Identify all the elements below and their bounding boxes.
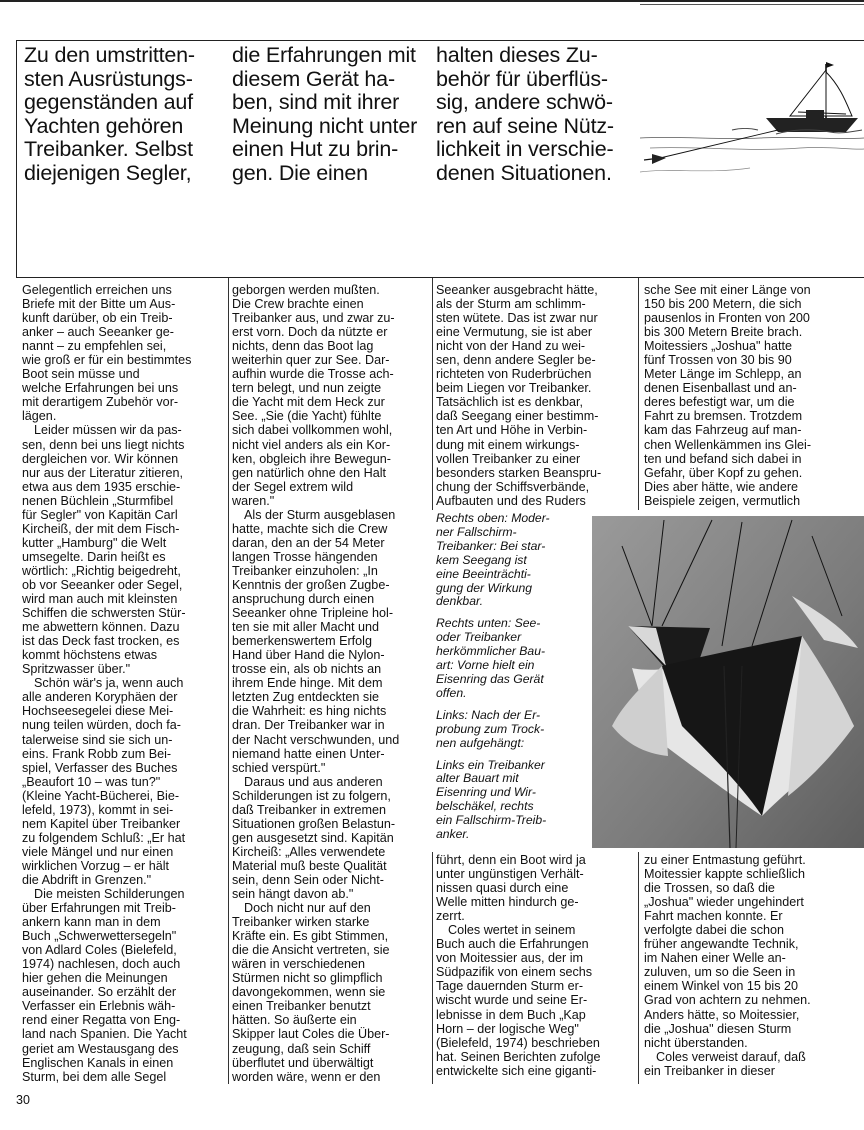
column-divider-2b: [432, 852, 433, 1084]
lead-column-1: Zu den umstritten- sten Ausrüstungs- gegenständen auf Yachten gehören Treibanker. Selbst diejenigen Segler,: [24, 43, 195, 185]
top-rule-secondary: [640, 4, 864, 5]
column-divider-1: [228, 278, 229, 1084]
caption-top-right: Rechts oben: Moder- ner Fallschirm- Treibanker: Bei star- kem Seegang ist eine Beeinträchti- gung der Wirkung denkbar.: [436, 511, 550, 609]
column-divider-3a: [638, 278, 639, 510]
photo-captions: [436, 512, 588, 850]
page-number: 30: [16, 1093, 30, 1107]
body-column-4-top: sche See mit einer Länge von 150 bis 200 Metern, die sich pausenlos in Fronten von 200 bis 300 Metern Breite brach. Moitessiers „Joshua" hatte fünf Trossen von 30 bis 90 Meter Länge im Schlepp, an denen Eisenballast und an- deres befestigt war, um die Fahrt zu bremsen. Trotzdem kam das Fahrzeug auf man- chen Wellenkämmen ins Glei- ten und befand sich dabei in Gefahr, über Kopf zu gehen. Dies aber hätte, wie andere Beispiele zeigen, vermutlich: [644, 283, 812, 508]
column-divider-2a: [432, 278, 433, 510]
lead-column-3: halten dieses Zu- behör für überflüs- sig, andere schwö- ren auf seine Nütz- lichkeit in verschie- denen Situationen.: [436, 43, 614, 185]
sailboat-towing-drogue-icon: [640, 56, 864, 192]
sea-anchors-photo: [592, 516, 864, 848]
body-column-3-bottom: führt, denn ein Boot wird ja unter ungünstigen Verhält- nissen quasi durch eine Welle mitten hindurch ge- zerrt. Coles wertet in seinem Buch auch die Erfahrungen von Moitessier aus, der im Südpazifik von einem sechs Tage dauernden Sturm er- wischt wurde und seine Er- lebnisse in dem Buch „Kap Horn – der logische Weg" (Bielefeld, 1974) beschrieben hat. Seinen Berichten zufolge entwickelte sich eine giganti-: [436, 853, 601, 1078]
caption-left-detail: Links ein Treibanker alter Bauart mit Eisenring und Wir- belschäkel, rechts ein Fallschirm-Treib- anker.: [436, 757, 547, 842]
top-rule: [0, 0, 864, 2]
lead-column-2: die Erfahrungen mit diesem Gerät ha- ben, sind mit ihrer Meinung nicht unter einen Hut zu brin- gen. Die einen: [232, 43, 418, 185]
caption-bottom-right: Rechts unten: See- oder Treibanker herkömmlicher Bau- art: Vorne hielt ein Eisenring das Gerät offen.: [436, 616, 546, 700]
column-divider-3b: [638, 852, 639, 1084]
caption-left: Links: Nach der Er- probung zum Trock- nen aufgehängt:: [436, 707, 545, 750]
body-column-1: Gelegentlich erreichen uns Briefe mit der Bitte um Aus- kunft darüber, ob ein Treib- anker – auch Seeanker ge- nannt – zu empfehlen sei, wie groß er für ein bestimmtes Boot sein müsse und welche Erfahrungen bei uns mit derartigem Zubehör vor- lägen. Leider müssen wir da pas- sen, denn bei uns liegt nichts dergleichen vor. Wir können nur aus der Literatur zitieren, etwa aus dem 1935 erschie- nenen Büchlein „Sturmfibel für Segler" von Kapitän Carl Kircheiß, der mit dem Fisch- kutter „Hamburg" die Welt umsegelte. Darin heißt es wörtlich: „Richtig beigedreht, ob vor Seeanker oder Segel, wird man auch mit kleinsten Schiffen die schwersten Stür- me abwettern können. Dazu ist das Deck fast trocken, es kommt höchstens etwas Spritzwasser über." Schön wär's ja, wenn auch alle anderen Koryphäen der Hochseesegelei diese Mei- nung teilen würden, doch fa- talerweise sind sie sich un- eins. Frank Robb zum Bei- spiel, Verfasser des Buches „Beaufort 10 – was tun?" (Kleine Yacht-Bücherei, Bie- lefeld, 1973), kommt in sei- nem Kapitel über Treibanker zu folgendem Schluß: „Er hat viele Mängel und nur einen wirklichen Vorzug – er hält die Abdrift in Grenzen." Die meisten Schilderungen über Erfahrungen mit Treib- ankern kann man in dem Buch „Schwerwettersegeln" von Adlard Coles (Bielefeld, 1974) nachlesen, doch auch hier gehen die Meinungen auseinander. So erzählt der Verfasser ein Erlebnis wäh- rend einer Regatta von Eng- land nach Spanien. Die Yacht geriet am Westausgang des Englischen Kanals in einen Sturm, bei dem alle Segel: [22, 283, 192, 1084]
body-column-4-bottom: zu einer Entmastung geführt. Moitessier kappte schließlich die Trossen, so daß die „Joshua" wieder ungehindert Fahrt machen konnte. Er verfolgte dabei die schon früher angewandte Technik, im Nahen einer Welle an- zuluven, um so die Seen in einem Winkel von 15 bis 20 Grad von achtern zu nehmen. Anders hätte, so Moitessier, die „Joshua" diesen Sturm nicht überstanden. Coles verweist darauf, daß ein Treibanker in dieser: [644, 853, 811, 1078]
body-column-3-top: Seeanker ausgebracht hätte, als der Sturm am schlimm- sten wütete. Das ist zwar nur eine Vermutung, sie ist aber nicht von der Hand zu wei- sen, denn andere Segler be- richteten von Ruderbrüchen beim Liegen vor Treibanker. Tatsächlich ist es denkbar, daß Seegang einer bestimm- ten Art und Höhe in Verbin- dung mit einem wirkungs- vollen Treibanker zu einer besonders starken Beanspru- chung der Schiffsverbände, Aufbauten und des Ruders: [436, 283, 602, 508]
body-column-2: geborgen werden mußten. Die Crew brachte einen Treibanker aus, und zwar zu- erst vorn. Doch da nützte er nichts, denn das Boot lag weiterhin quer zur See. Dar- aufhin wurde die Trosse ach- tern belegt, und nun zeigte die Yacht mit dem Heck zur See. „Sie (die Yacht) fühlte sich dabei vollkommen wohl, nicht viel anders als ein Kor- ken, obgleich ihre Bewegun- gen natürlich ohne den Halt der Segel extrem wild waren." Als der Sturm ausgeblasen hatte, machte sich die Crew daran, den an der 54 Meter langen Trosse hängenden Treibanker einzuholen: „In Kenntnis der großen Zugbe- anspruchung durch einen Seeanker ohne Tripleine hol- ten sie mit aller Macht und bemerkenswertem Erfolg Hand über Hand die Nylon- trosse ein, als ob nichts an ihrem Ende hinge. Mit dem letzten Zug entdeckten sie die Wahrheit: es hing nichts dran. Der Treibanker war in der Nacht verschwunden, und niemand hatte einen Unter- schied verspürt." Daraus und aus anderen Schilderungen ist zu folgern, daß Treibanker in extremen Situationen großen Belastun- gen ausgesetzt sind. Kapitän Kircheiß: „Alles verwendete Material muß beste Qualität sein, denn Sein oder Nicht- sein hängt davon ab." Doch nicht nur auf den Treibanker wirken starke Kräfte ein. Es gibt Stimmen, die die Ansicht vertreten, sie wären in verschiedenen Stürmen nicht so glimpflich davongekommen, wenn sie einen Treibanker benutzt hätten. So äußerte ein Skipper laut Coles die Über- zeugung, daß sein Schiff überflutet und überwältigt worden wäre, wenn er den: [232, 283, 400, 1084]
